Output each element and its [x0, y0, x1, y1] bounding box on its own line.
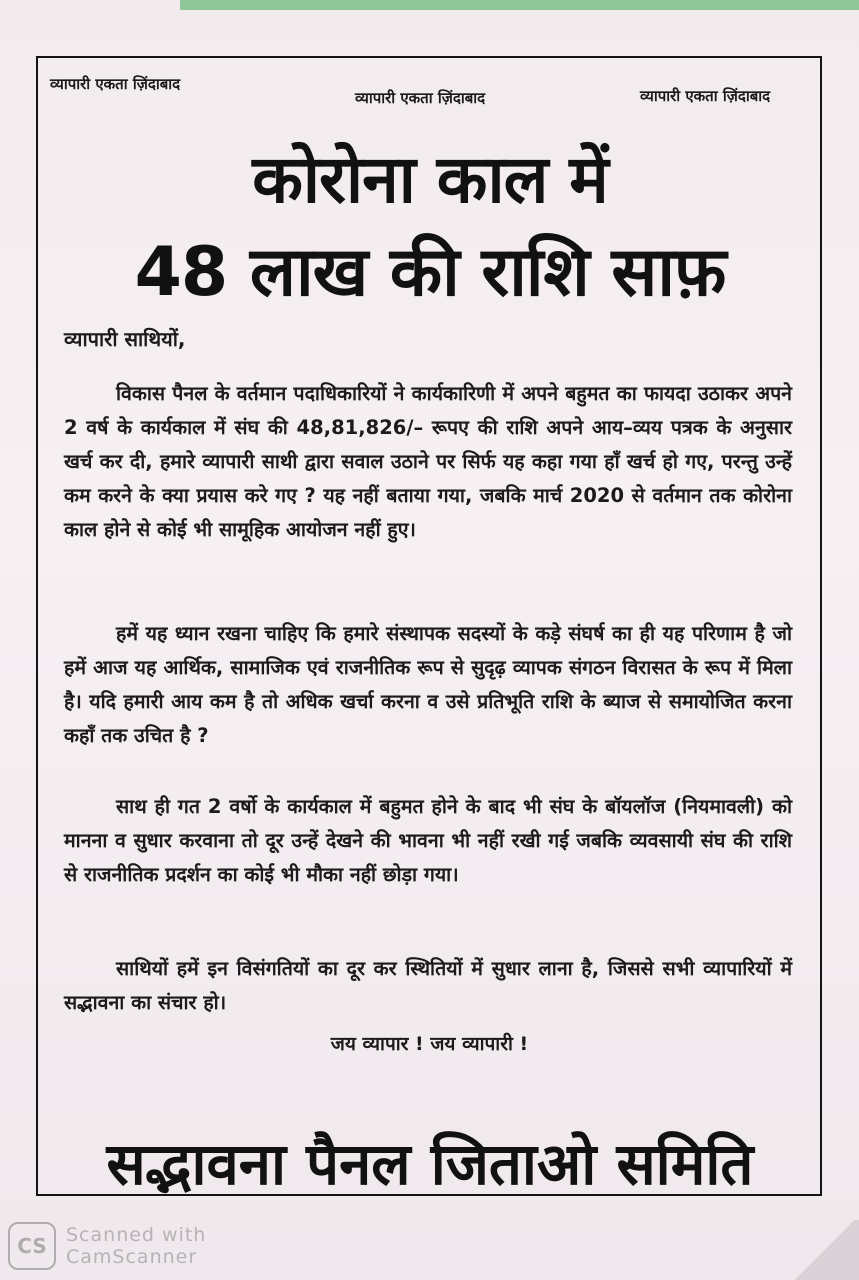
slogan-right: व्यापारी एकता ज़िंदाबाद [640, 87, 771, 105]
camscanner-watermark [8, 1222, 206, 1270]
watermark-text [66, 1224, 206, 1268]
closing-slogan: जय व्यापार ! जय व्यापारी ! [330, 1033, 529, 1055]
headline-line-2: 48 लाख की राशि साफ़ [134, 233, 726, 312]
headline-line-1: कोरोना काल में [252, 141, 608, 218]
paragraph-1: विकास पैनल के वर्तमान पदाधिकारियों ने कार्यकारिणी में अपने बहुमत का फायदा उठाकर अपने 2 वर्ष के कार्यकाल में संघ की 48,81,826/– रूपए की राशि अपने आय–व्यय पत्रक के अनुसार खर्च कर दी, हमारे व्यापारी साथी द्वारा सवाल उठाने पर सिर्फ यह कहा गया हाँ खर्च हो गए, परन्तु उन्हें कम करने के क्या प्रयास करे गए ? यह नहीं बताया गया, जबकि मार्च 2020 से वर्तमान तक कोरोना काल होने से कोई भी सामूहिक आयोजन नहीं हुए। [64, 382, 792, 541]
camscanner-logo-icon: CS [8, 1222, 56, 1270]
salutation: व्यापारी साथियों, [64, 327, 186, 351]
watermark-line-2: CamScanner [66, 1246, 198, 1268]
slogan-center: व्यापारी एकता ज़िंदाबाद [355, 89, 486, 107]
signature-committee: सद्भावना पैनल जिताओ समिति [106, 1130, 754, 1198]
paper-corner-fold [789, 1220, 859, 1280]
slogan-left: व्यापारी एकता ज़िंदाबाद [50, 75, 181, 93]
background-wall-edge [180, 0, 859, 10]
paragraph-3: साथ ही गत 2 वर्षो के कार्यकाल में बहुमत होने के बाद भी संघ के बॉयलॉज (नियमावली) को मानना व सुधार करवाना तो दूर उन्हें देखने की भावना भी नहीं रखी गई जबकि व्यवसायी संघ की राशि से राजनीतिक प्रदर्शन का कोई भी मौका नहीं छोड़ा गया। [64, 795, 792, 886]
paragraph-4: साथियों हमें इन विसंगतियों का दूर कर स्थितियों में सुधार लाना है, जिससे सभी व्यापारियों में सद्भावना का संचार हो। [64, 957, 792, 1014]
watermark-line-1: Scanned with [66, 1224, 207, 1246]
paragraph-2: हमें यह ध्यान रखना चाहिए कि हमारे संस्थापक सदस्यों के कड़े संघर्ष का ही यह परिणाम है जो हमें आज यह आर्थिक, सामाजिक एवं राजनीतिक रूप से सुदृढ़ व्यापक संगठन विरासत के रूप में मिला है। यदि हमारी आय कम है तो अधिक खर्चा करना व उसे प्रतिभूति राशि के ब्याज से समायोजित करना कहाँ तक उचित है ? [64, 622, 792, 747]
